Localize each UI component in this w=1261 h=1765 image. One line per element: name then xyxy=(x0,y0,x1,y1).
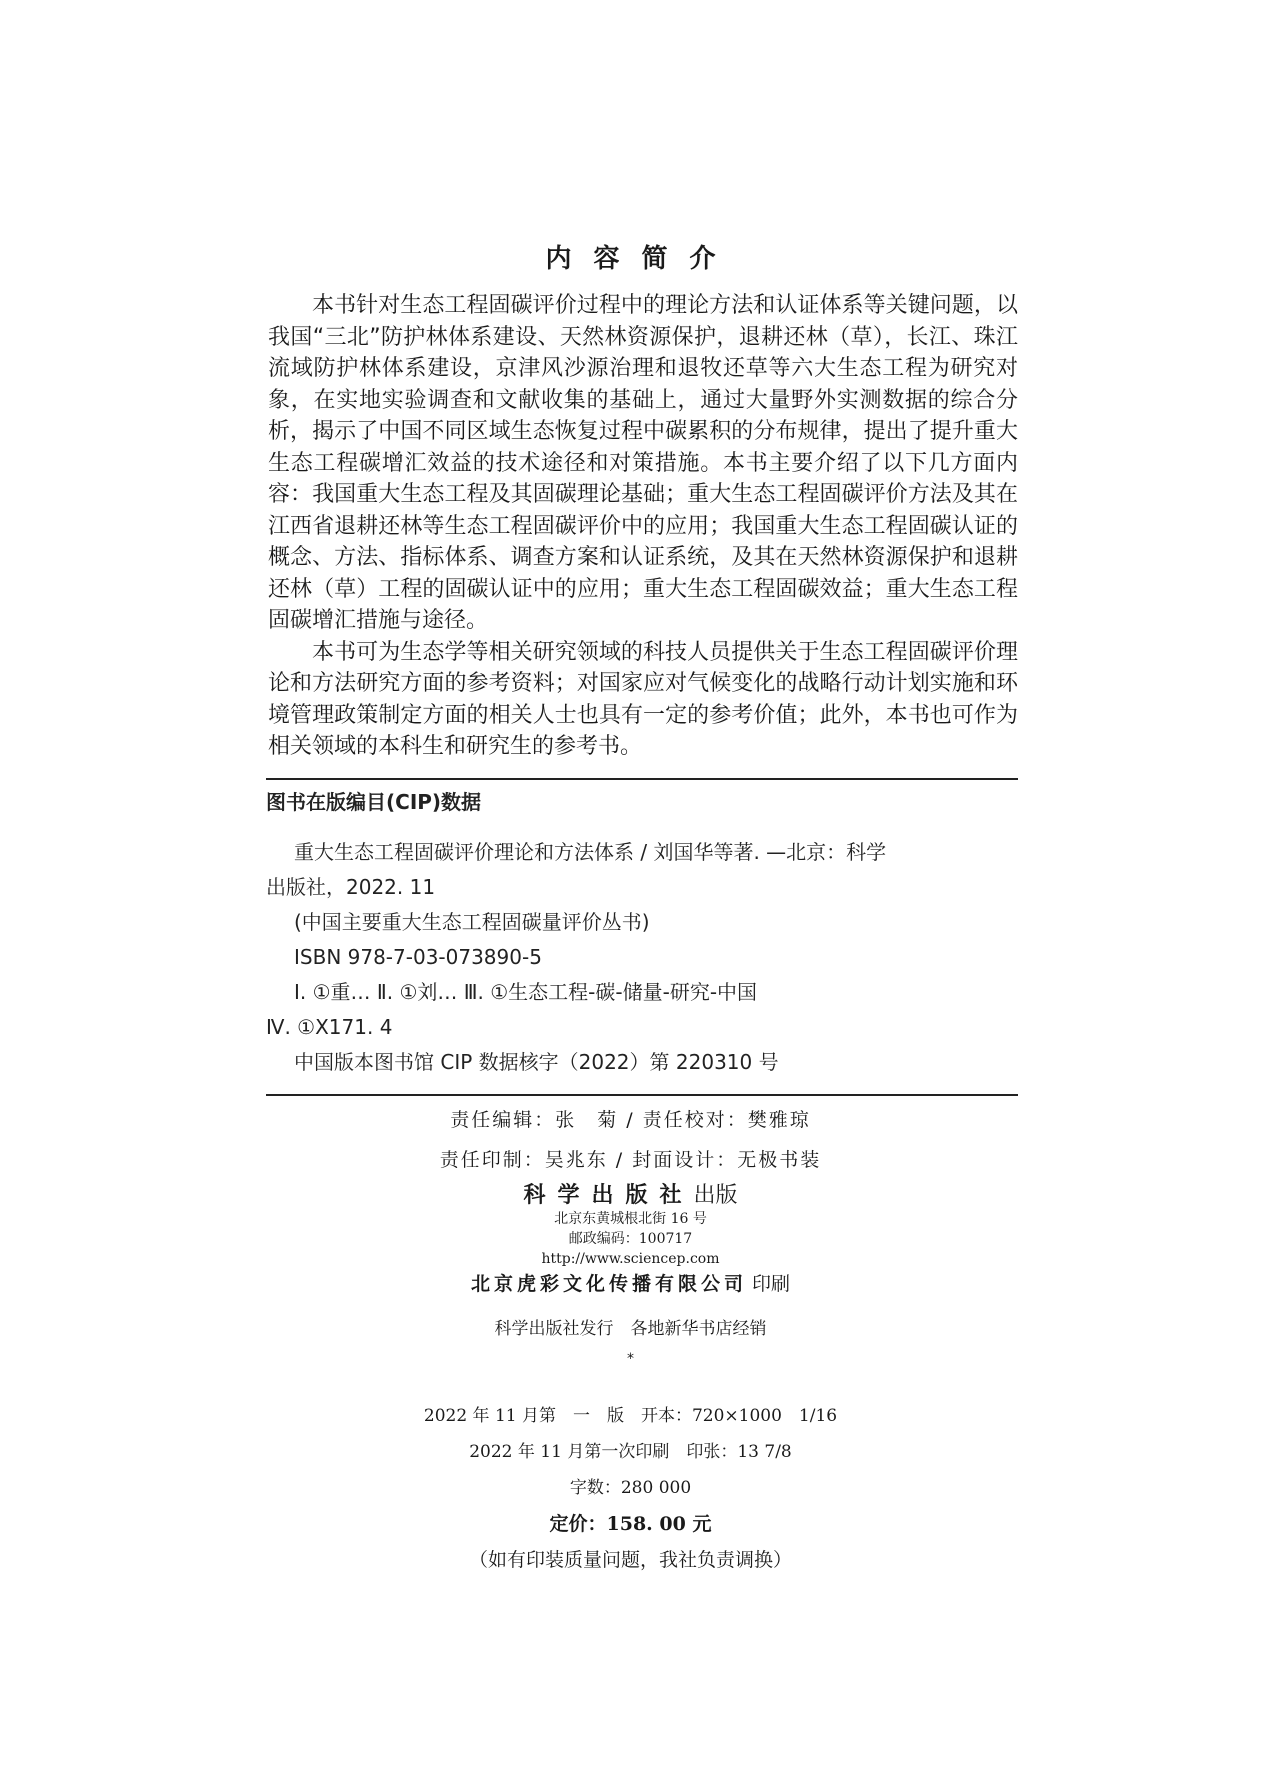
cip-bibliographic-line-cont: 出版社，2022. 11 xyxy=(266,875,436,899)
publisher-suffix: 出版 xyxy=(693,1183,738,1208)
cip-isbn: ISBN 978-7-03-073890-5 xyxy=(294,945,542,969)
book-specs xyxy=(0,1398,1261,1578)
publisher-postcode: 邮政编码：100717 xyxy=(568,1231,693,1247)
printer-name: 北京虎彩文化传播有限公司 xyxy=(470,1273,747,1295)
abstract-section xyxy=(268,290,1018,763)
publisher-url: http://www.sciencep.com xyxy=(541,1251,720,1267)
editorial-credits xyxy=(0,1100,1261,1180)
cip-number: 中国版本图书馆 CIP 数据核字（2022）第 220310 号 xyxy=(294,1050,779,1074)
abstract-paragraph-1: 本书针对生态工程固碳评价过程中的理论方法和认证体系等关键问题，以我国“三北”防护林体系建设、天然林资源保护，退耕还林（草），长江、珠江流域防护林体系建设，京津风沙源治理和退牧还草等六大生态工程为研究对象，在实地实验调查和文献收集的基础上，通过大量野外实测数据的综合分析，揭示了中国不同区域生态恢复过程中碳累积的分布规律，提出了提升重大生态工程碳增汇效益的技术途径和对策措施。本书主要介绍了以下几方面内容：我国重大生态工程及其固碳理论基础；重大生态工程固碳评价方法及其在江西省退耕还林等生态工程固碳评价中的应用；我国重大生态工程固碳认证的概念、方法、指标体系、调查方案和认证系统，及其在天然林资源保护和退耕还林（草）工程的固碳认证中的应用；重大生态工程固碳效益；重大生态工程固碳增汇措施与途径。 xyxy=(268,293,1018,633)
page-title: 内容简介 xyxy=(545,244,738,274)
cip-series: (中国主要重大生态工程固碳量评价丛书) xyxy=(294,910,650,934)
cip-classification: Ⅰ. ①重… Ⅱ. ①刘… Ⅲ. ①生态工程-碳-储量-研究-中国 xyxy=(294,980,758,1004)
spec-note: （如有印装质量问题，我社负责调换） xyxy=(468,1549,792,1571)
cip-bibliographic-line: 重大生态工程固碳评价理论和方法体系 / 刘国华等著. —北京：科学 xyxy=(294,840,887,864)
distribution-line: 科学出版社发行 各地新华书店经销 xyxy=(494,1319,767,1339)
credits-editor-line: 责任编辑：张 菊 / 责任校对：樊雅琼 xyxy=(450,1109,811,1131)
spec-words: 字数：280 000 xyxy=(569,1478,692,1498)
cip-heading: 图书在版编目(CIP)数据 xyxy=(266,790,482,814)
cip-classification-cont: Ⅳ. ①X171. 4 xyxy=(266,1015,393,1039)
credits-print-line: 责任印制：吴兆东 / 封面设计：无极书装 xyxy=(439,1149,822,1171)
cip-bottom-rule xyxy=(266,1094,1018,1096)
spec-price: 定价：158. 00 元 xyxy=(549,1513,712,1535)
separator-star: * xyxy=(627,1351,634,1367)
cip-top-rule xyxy=(266,778,1018,780)
cip-data-block xyxy=(266,786,1018,1080)
printer-suffix: 印刷 xyxy=(752,1273,791,1295)
spec-printing: 2022 年 11 月第一次印刷 印张：13 7/8 xyxy=(469,1442,792,1462)
spec-edition: 2022 年 11 月第 一 版 开本：720×1000 1/16 xyxy=(423,1406,838,1426)
publisher-name: 科学出版社 xyxy=(523,1182,694,1208)
publisher-block xyxy=(0,1178,1261,1367)
publisher-address: 北京东黄城根北街 16 号 xyxy=(554,1211,707,1227)
abstract-paragraph-2: 本书可为生态学等相关研究领域的科技人员提供关于生态工程固碳评价理论和方法研究方面的参考资料；对国家应对气候变化的战略行动计划实施和环境管理政策制定方面的相关人士也具有一定的参考价值；此外，本书也可作为相关领域的本科生和研究生的参考书。 xyxy=(268,639,1018,759)
